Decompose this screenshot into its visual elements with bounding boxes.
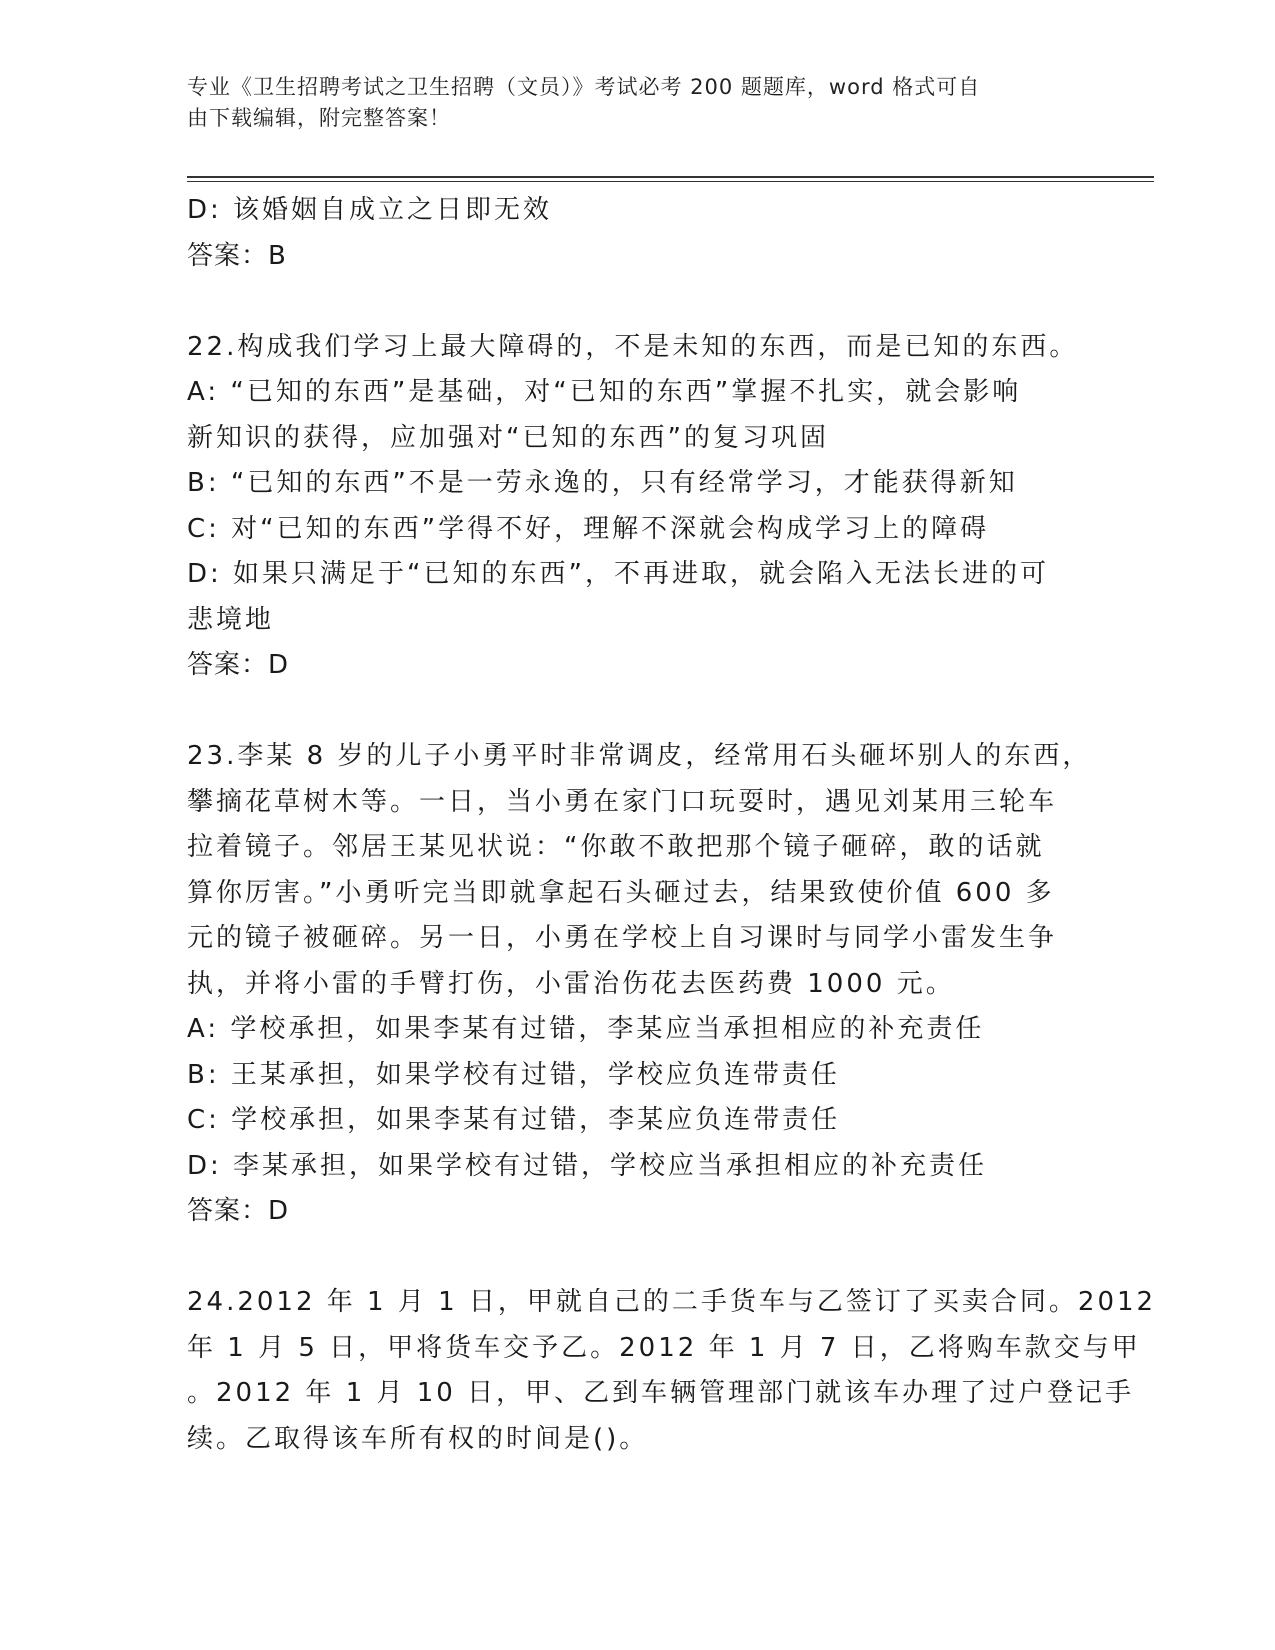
spacer: [187, 1235, 1087, 1281]
question-23: [187, 734, 1092, 1235]
question-22: [187, 325, 1087, 689]
q23-option-b: B: 王某承担，如果学校有过错，学校应负连带责任: [187, 1059, 840, 1090]
q22-option-a-cont: 新知识的获得，应加强对“已知的东西”的复习巩固: [187, 422, 829, 453]
question-24: [187, 1280, 1157, 1462]
q21-answer: 答案：B: [187, 240, 287, 271]
q23-answer: 答案：D: [187, 1196, 290, 1226]
q24-stem-line: 续。乙取得该车所有权的时间是()。: [187, 1423, 649, 1454]
q23-option-c: C: 学校承担，如果李某有过错，李某应负连带责任: [187, 1105, 841, 1135]
question-21: [187, 188, 1087, 279]
q23-option-d: D: 李某承担，如果学校有过错，学校应当承担相应的补充责任: [187, 1150, 988, 1181]
page-header: [187, 72, 1067, 134]
header-line-2: 由下载编辑，附完整答案！: [187, 106, 451, 130]
q22-option-a: A: “已知的东西”是基础，对“已知的东西”掌握不扎实，就会影响: [187, 377, 1022, 407]
exam-content: [187, 188, 1157, 1462]
q22-option-b: B: “已知的东西”不是一劳永逸的，只有经常学习，才能获得新知: [187, 468, 1018, 498]
header-line-1: 专业《卫生招聘考试之卫生招聘（文员）》考试必考 200 题题库，word 格式可自: [187, 75, 981, 99]
q22-stem: 22.构成我们学习上最大障碍的，不是未知的东西，而是已知的东西。: [187, 331, 1079, 362]
q23-stem-line: 执，并将小雷的手臂打伤，小雷治伤花去医药费 1000 元。: [187, 968, 955, 999]
spacer: [187, 689, 1087, 735]
q23-stem-line: 拉着镜子。邻居王某见状说：“你敢不敢把那个镜子砸碎，敢的话就: [187, 832, 1045, 862]
q24-stem-line: 年 1 月 5 日，甲将货车交予乙。2012 年 1 月 7 日，乙将购车款交与甲: [187, 1332, 1141, 1363]
q22-answer: 答案：D: [187, 650, 290, 680]
q23-stem-line: 算你厉害。”小勇听完当即就拿起石头砸过去，结果致使价值 600 多: [187, 877, 1055, 908]
q22-option-c: C: 对“已知的东西”学得不好，理解不深就会构成学习上的障碍: [187, 513, 990, 544]
q23-option-a: A: 学校承担，如果李某有过错，李某应当承担相应的补充责任: [187, 1014, 985, 1044]
q24-stem-line: 。2012 年 1 月 10 日，甲、乙到车辆管理部门就该车办理了过户登记手: [187, 1378, 1135, 1408]
q23-stem-line: 攀摘花草树木等。一日，当小勇在家门口玩耍时，遇见刘某用三轮车: [187, 786, 1058, 817]
q22-option-d-cont: 悲境地: [187, 604, 275, 635]
header-divider: [187, 176, 1154, 178]
q21-option-d: D: 该婚姻自成立之日即无效: [187, 195, 553, 225]
q23-stem-line: 元的镜子被砸碎。另一日，小勇在学校上自习课时与同学小雷发生争: [187, 923, 1058, 953]
header-divider-thin: [187, 181, 1154, 182]
q22-option-d: D: 如果只满足于“已知的东西”，不再进取，就会陷入无法长进的可: [187, 559, 1049, 589]
spacer: [187, 279, 1087, 325]
q24-stem-line: 24.2012 年 1 月 1 日，甲就自己的二手货车与乙签订了买卖合同。2012: [187, 1287, 1157, 1317]
q23-stem-line: 23.李某 8 岁的儿子小勇平时非常调皮，经常用石头砸坏别人的东西，: [187, 741, 1092, 771]
